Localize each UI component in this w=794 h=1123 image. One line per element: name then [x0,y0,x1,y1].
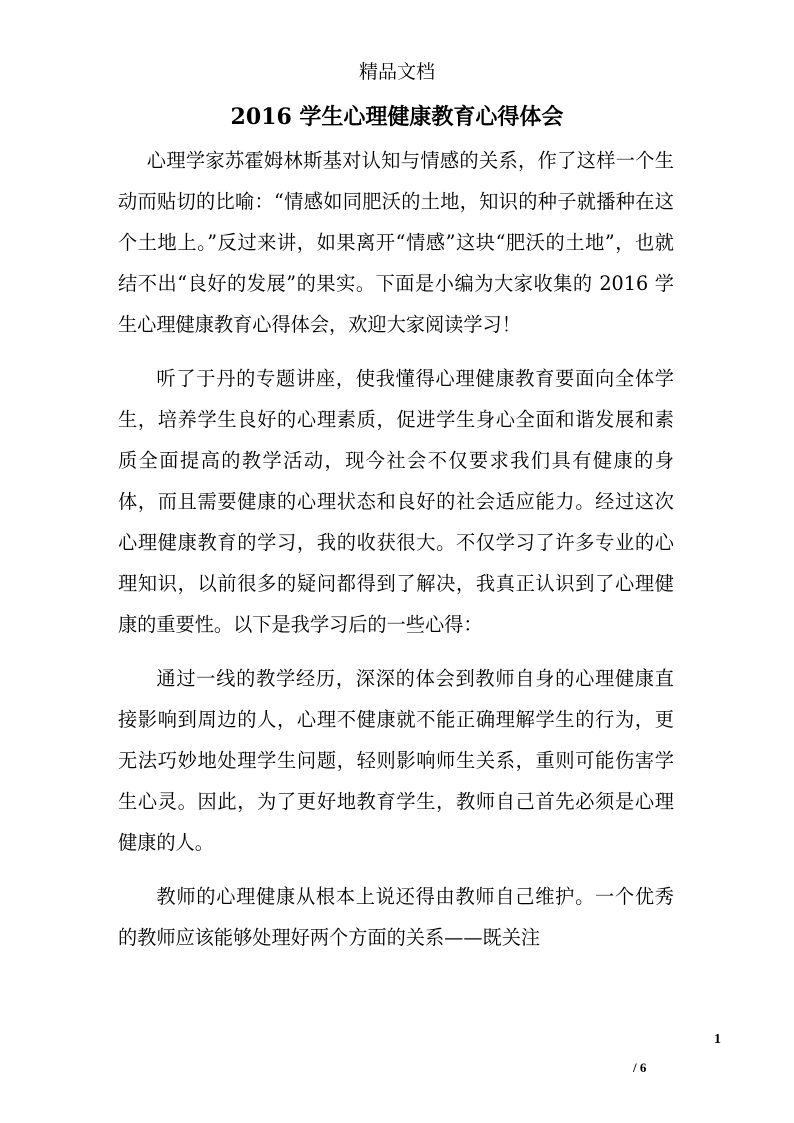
body-paragraph-4: 教师的心理健康从根本上说还得由教师自己维护。一个优秀的教师应该能够处理好两个方面的关系——既关注 [118,885,674,949]
body-paragraph-1: 心理学家苏霍姆林斯基对认知与情感的关系，作了这样一个生动而贴切的比喻：“情感如同肥沃的土地，知识的种子就播种在这个土地上。”反过来讲，如果离开“情感”这块“肥沃的土地”，也就结不出“良好的发展”的果实。下面是小编为大家收集的 2016 学生心理健康教育心得体会，欢迎大家阅读学习！ [118,149,674,336]
document-title: 2016 学生心理健康教育心得体会 [230,104,564,130]
body-paragraph-3: 通过一线的教学经历，深深的体会到教师自身的心理健康直接影响到周边的人，心理不健康就不能正确理解学生的行为，更无法巧妙地处理学生问题，轻则影响师生关系，重则可能伤害学生心灵。因此，为了更好地教育学生，教师自己首先必须是心理健康的人。 [118,667,674,854]
document-body [118,140,674,971]
page-number: 1 [714,1032,721,1047]
body-paragraph-2: 听了于丹的专题讲座，使我懂得心理健康教育要面向全体学生，培养学生良好的心理素质，促进学生身心全面和谐发展和素质全面提高的教学活动，现今社会不仅要求我们具有健康的身体，而且需要健康的心理状态和良好的社会适应能力。经过这次心理健康教育的学习，我的收获很大。不仅学习了许多专业的心理知识，以前很多的疑问都得到了解决，我真正认识到了心理健康的重要性。以下是我学习后的一些心得： [118,367,674,636]
page-total: / 6 [633,1060,647,1075]
document-header-label: 精品文档 [358,61,435,83]
